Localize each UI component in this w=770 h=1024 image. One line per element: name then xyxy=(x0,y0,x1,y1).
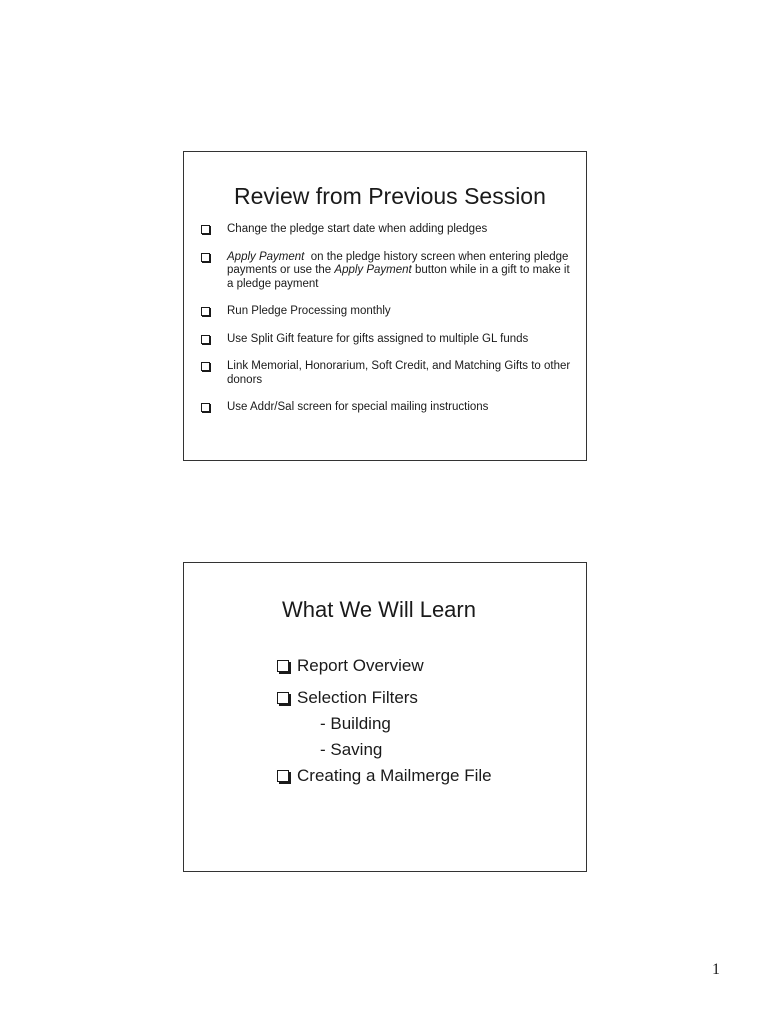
bullet-text-emphasis: Apply Payment xyxy=(334,264,412,276)
list-item xyxy=(276,688,492,708)
bullet-text: Change the pledge start date when adding pledges xyxy=(227,223,488,235)
checkbox-bullet-icon xyxy=(277,660,289,672)
checkbox-bullet-icon xyxy=(277,770,289,782)
bullet-text: Use Addr/Sal screen for special mailing instructions xyxy=(227,401,489,413)
bullet-text: on the pledge history screen when entering pledge payments or use the xyxy=(227,250,572,276)
sub-bullet-text: - Saving xyxy=(320,740,383,759)
sub-bullet-text: - Building xyxy=(320,714,391,733)
list-item xyxy=(198,223,578,237)
slide-title: What We Will Learn xyxy=(282,597,476,622)
bullet-text: Run Pledge Processing monthly xyxy=(227,305,391,317)
bullet-list xyxy=(276,656,492,786)
list-item xyxy=(198,401,578,415)
bullet-text: Link Memorial, Honorarium, Soft Credit, and Matching Gifts to other donors xyxy=(227,360,571,386)
bullet-text: button while in a gift to make it a pledge payment xyxy=(227,264,570,290)
checkbox-bullet-icon xyxy=(201,307,210,316)
list-item xyxy=(198,305,578,319)
list-item xyxy=(198,333,578,347)
slide-title: Review from Previous Session xyxy=(234,183,546,209)
bullet-text: Creating a Mailmerge File xyxy=(297,766,492,785)
checkbox-bullet-icon xyxy=(201,335,210,344)
list-item xyxy=(198,360,578,387)
checkbox-bullet-icon xyxy=(201,225,210,234)
list-item xyxy=(276,766,492,786)
bullet-text: Selection Filters xyxy=(297,688,418,707)
sub-list-item xyxy=(276,714,492,734)
slide-what-we-will-learn xyxy=(183,562,587,872)
list-item xyxy=(198,251,578,292)
checkbox-bullet-icon xyxy=(201,253,210,262)
list-item xyxy=(276,656,492,676)
checkbox-bullet-icon xyxy=(201,403,210,412)
bullet-text: Report Overview xyxy=(297,656,424,675)
checkbox-bullet-icon xyxy=(277,692,289,704)
bullet-text-emphasis: Apply Payment xyxy=(227,250,305,263)
slide-review-previous-session xyxy=(183,151,587,461)
page-number: 1 xyxy=(712,961,720,978)
bullet-text: Use Split Gift feature for gifts assigned to multiple GL funds xyxy=(227,332,529,345)
checkbox-bullet-icon xyxy=(201,362,210,371)
sub-list-item xyxy=(276,740,492,760)
bullet-list xyxy=(198,223,578,415)
